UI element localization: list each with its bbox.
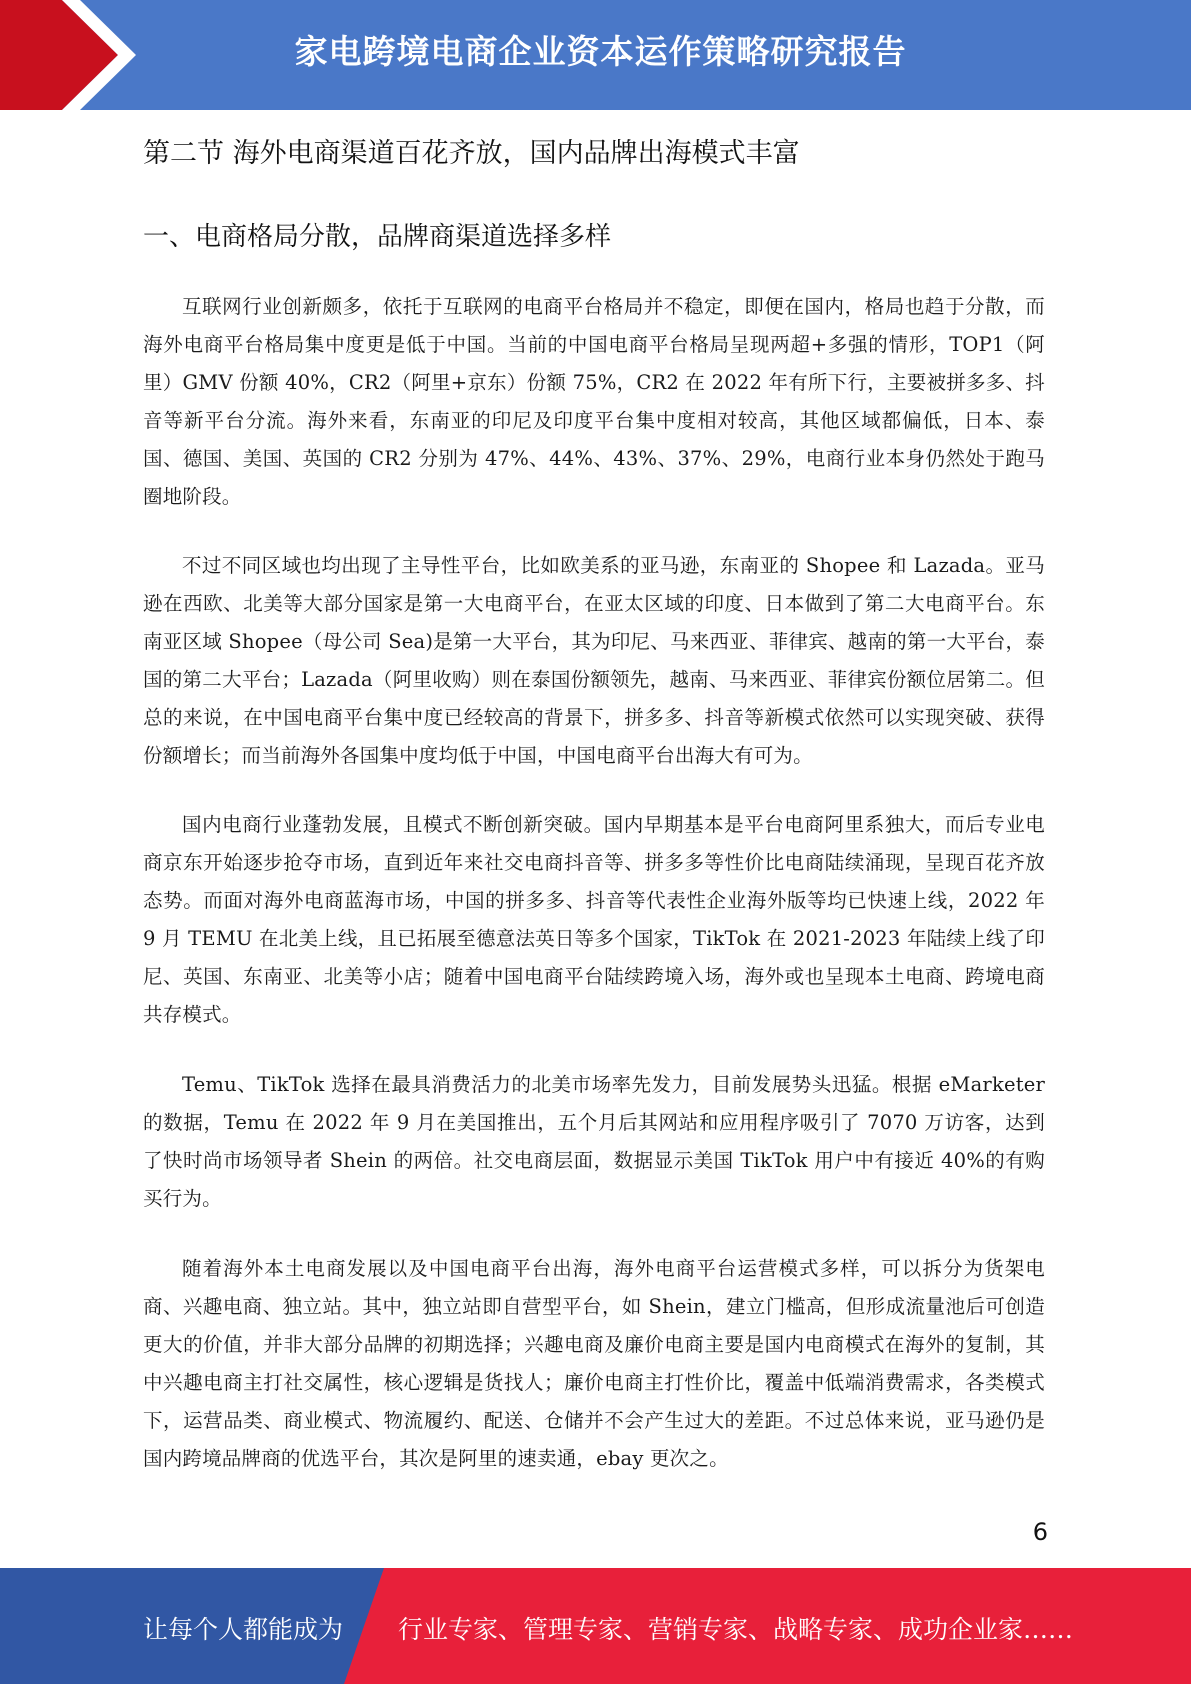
report-title: 家电跨境电商企业资本运作策略研究报告 bbox=[294, 32, 907, 71]
header-red-arrow-graphic bbox=[0, 0, 150, 110]
paragraph-2: 不过不同区域也均出现了主导性平台，比如欧美系的亚马逊，东南亚的 Shopee 和 Lazada。亚马逊在西欧、北美等大部分国家是第一大电商平台，在亚太区域的印度、日本做到了第二大电商平台。东南亚区域 Shopee（母公司 Sea)是第一大平台，其为印尼、马来西亚、菲律宾、越南的第一大平台，泰国的第二大平台；Lazada（阿里收购）则在泰国份额领先，越南、马来西亚、菲律宾份额位居第二。但总的来说，在中国电商平台集中度已经较高的背景下，拼多多、抖音等新模式依然可以实现突破、获得份额增长；而当前海外各国集中度均低于中国，中国电商平台出海大有可为。 bbox=[143, 554, 1045, 767]
paragraph-3: 国内电商行业蓬勃发展，且模式不断创新突破。国内早期基本是平台电商阿里系独大，而后专业电商京东开始逐步抢夺市场，直到近年来社交电商抖音等、拼多多等性价比电商陆续涌现，呈现百花齐放态势。而面对海外电商蓝海市场，中国的拼多多、抖音等代表性企业海外版等均已快速上线，2022 年 9 月 TEMU 在北美上线，且已拓展至德意法英日等多个国家，TikTok 在 2021-2023 年陆续上线了印尼、英国、东南亚、北美等小店；随着中国电商平台陆续跨境入场，海外或也呈现本土电商、跨境电商共存模式。 bbox=[143, 813, 1045, 1026]
footer-slogan-left: 让每个人都能成为 bbox=[143, 1615, 344, 1644]
footer-slogan-right: 行业专家、管理专家、营销专家、战略专家、成功企业家…… bbox=[398, 1615, 1074, 1644]
header-banner bbox=[0, 0, 1191, 110]
paragraph-4: Temu、TikTok 选择在最具消费活力的北美市场率先发力，目前发展势头迅猛。根据 eMarketer 的数据，Temu 在 2022 年 9 月在美国推出，五个月后其网站和应用程序吸引了 7070 万访客，达到了快时尚市场领导者 Shein 的两倍。社交电商层面，数据显示美国 TikTok 用户中有接近 40%的有购买行为。 bbox=[143, 1073, 1045, 1210]
paragraph-5: 随着海外本土电商发展以及中国电商平台出海，海外电商平台运营模式多样，可以拆分为货架电商、兴趣电商、独立站。其中，独立站即自营型平台，如 Shein，建立门槛高，但形成流量池后可创造更大的价值，并非大部分品牌的初期选择；兴趣电商及廉价电商主要是国内电商模式在海外的复制，其中兴趣电商主打社交属性，核心逻辑是货找人；廉价电商主打性价比，覆盖中低端消费需求，各类模式下，运营品类、商业模式、物流履约、配送、仓储并不会产生过大的差距。不过总体来说，亚马逊仍是国内跨境品牌商的优选平台，其次是阿里的速卖通，ebay 更次之。 bbox=[143, 1257, 1045, 1470]
footer-banner bbox=[0, 1568, 1191, 1684]
subsection-title: 一、电商格局分散，品牌商渠道选择多样 bbox=[143, 222, 612, 252]
paragraph-1: 互联网行业创新颇多，依托于互联网的电商平台格局并不稳定，即便在国内，格局也趋于分散，而海外电商平台格局集中度更是低于中国。当前的中国电商平台格局呈现两超+多强的情形，TOP1（阿里）GMV 份额 40%，CR2（阿里+京东）份额 75%，CR2 在 2022 年有所下行，主要被拼多多、抖音等新平台分流。海外来看，东南亚的印尼及印度平台集中度相对较高，其他区域都偏低，日本、泰国、德国、美国、英国的 CR2 分别为 47%、44%、43%、37%、29%，电商行业本身仍然处于跑马圈地阶段。 bbox=[143, 295, 1045, 508]
page-number: 6 bbox=[1032, 1518, 1048, 1546]
section-title: 第二节 海外电商渠道百花齐放，国内品牌出海模式丰富 bbox=[143, 138, 800, 169]
